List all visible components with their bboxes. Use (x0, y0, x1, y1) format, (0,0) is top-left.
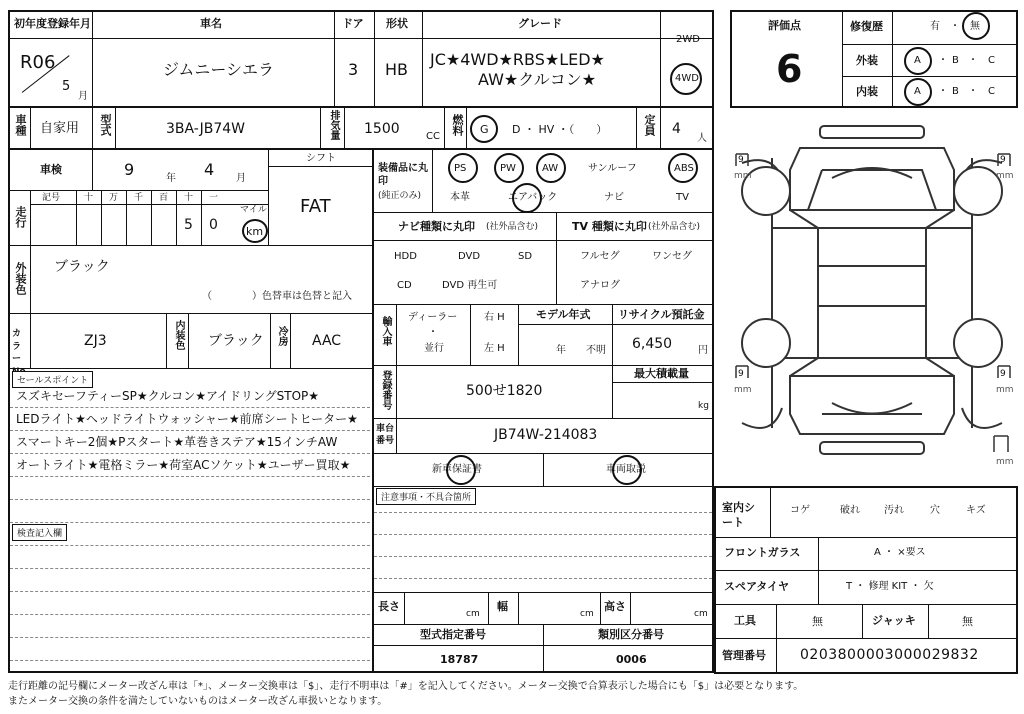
mile-label: マイル (240, 205, 267, 215)
mileage-digit-value: 5 (184, 217, 193, 233)
class-no: 0006 (616, 653, 647, 666)
equipment-item: PS (454, 163, 467, 174)
mileage-sub: 記号 (42, 193, 61, 203)
tread-rr-unit: mm (996, 385, 1014, 395)
interior-label: 内装 (856, 85, 878, 98)
glass-value: A ・ ×要ス (874, 547, 926, 558)
tread-rl-unit: mm (734, 385, 752, 395)
import-dealer: ディーラー (408, 312, 458, 323)
equipment-item: PW (500, 163, 516, 174)
drive-4wd: 4WD (675, 73, 699, 84)
color-label: 外装色 (14, 262, 27, 295)
tread-fr-unit: mm (996, 171, 1014, 181)
tread-fr: 9 (1000, 155, 1006, 165)
tread-fl: 9 (738, 155, 744, 165)
spare-label: スペアタイヤ (724, 580, 790, 593)
seat-item-ana: 穴 (930, 505, 940, 516)
registration: 500せ1820 (466, 383, 543, 399)
fuel-label: 燃料 (451, 114, 464, 136)
model-year-unit: 年 (556, 345, 566, 356)
interior-c: C (988, 86, 995, 97)
model-year-unknown: 不明 (586, 345, 606, 356)
chassis-label: 車台番号 (376, 424, 395, 446)
navi-dvd-play: DVD 再生可 (442, 280, 498, 291)
interior-a: A (914, 86, 921, 97)
seat-label: 室内シート (722, 501, 755, 530)
doors-label: ドア (342, 17, 364, 30)
spare-value: T ・ 修理 KIT ・ 欠 (846, 581, 934, 592)
equipment-item: AW (542, 163, 559, 174)
inspection-year: 9 (124, 160, 135, 179)
wheel-rear-left (742, 319, 790, 367)
dash-line (10, 637, 370, 638)
dash-line (374, 534, 712, 535)
grade-label: グレード (518, 17, 562, 30)
capacity-unit: 人 (697, 133, 707, 144)
length-label: 長さ (378, 600, 400, 613)
model-label: 型式 (99, 114, 112, 136)
interior-dot2: ・ (968, 86, 978, 97)
mileage-digit-header: 十 (184, 193, 194, 203)
displacement: 1500 (364, 121, 400, 137)
dash-line (10, 453, 370, 454)
score-label: 評価点 (768, 19, 801, 32)
height-cm: cm (694, 609, 708, 619)
tread-rr: 9 (1000, 369, 1006, 379)
exterior-b: B (952, 55, 959, 66)
car-diagram (722, 118, 1022, 478)
sales-line: オートライト★電格ミラー★荷室ACソケット★ユーザー買取★ (16, 458, 351, 472)
exterior-dot1: ・ (938, 55, 948, 66)
max-load-label: 最大積載量 (634, 367, 689, 380)
score-value: 6 (776, 47, 803, 91)
interior-dot1: ・ (938, 86, 948, 97)
model: 3BA-JB74W (166, 121, 246, 137)
main-form (8, 10, 714, 673)
admin-value: 0203800003000029832 (800, 647, 979, 663)
warranty: 新車保証書 (432, 464, 482, 475)
equipment-item: 本革 (450, 192, 470, 203)
tv-label: TV 種類に丸印 (572, 220, 647, 233)
import-label: 輸入車 (380, 316, 391, 346)
import-parallel: 並行 (424, 343, 444, 354)
front-section (790, 148, 954, 210)
inspection-month: 4 (204, 160, 215, 179)
color-code-label: カラー (12, 329, 22, 365)
rear-section (790, 376, 954, 434)
seat-item-kizu: キズ (966, 505, 986, 516)
equipment-item: ナビ (604, 192, 624, 203)
color-value: ブラック (54, 259, 110, 275)
sales-line: スズキセーフティーSP★クルコン★アイドリングSTOP★ (16, 389, 320, 403)
reg-year-label: 初年度登録年月 (14, 17, 91, 30)
mileage-digit-header: 百 (159, 193, 169, 203)
jack-value: 無 (962, 615, 973, 628)
dash-line (10, 430, 370, 431)
tv-fullseg: フルセグ (580, 251, 620, 262)
footer-line2: またメーター交換の条件を満たしていないものはメーター改ざん車扱いとなります。 (8, 696, 388, 707)
mileage-digit-header: 一 (209, 193, 219, 203)
exterior-a: A (914, 55, 921, 66)
navi-hdd: HDD (394, 251, 417, 262)
usage: 自家用 (40, 121, 80, 136)
length-cm: cm (466, 609, 480, 619)
tools-label: 工具 (734, 614, 756, 627)
inspection-label: 車検 (40, 163, 62, 176)
dash-line (10, 545, 370, 546)
km: km (246, 225, 264, 238)
interior-b: B (952, 86, 959, 97)
recycle-yen: 円 (698, 345, 708, 356)
mileage-label: 走行 (14, 206, 27, 228)
spare-unit: mm (996, 457, 1014, 467)
int-color-label: 内装色 (173, 320, 184, 350)
sales-line: スマートキー2個★Pスタート★革巻きステア★15インチAW (16, 435, 338, 449)
tv-analog: アナログ (580, 280, 620, 291)
navi-dvd: DVD (458, 251, 481, 262)
exterior-dot2: ・ (968, 55, 978, 66)
tv-sub: (社外品含む) (648, 222, 701, 232)
doors: 3 (348, 60, 359, 79)
import-left: 左 H (484, 343, 505, 354)
repair-label: 修復歴 (850, 20, 883, 33)
tread-fl-unit: mm (734, 171, 752, 181)
ac-value: AAC (312, 333, 342, 349)
dash-line (10, 407, 370, 408)
shape: HB (385, 60, 409, 79)
cc: CC (426, 131, 440, 142)
dash-line (10, 614, 370, 615)
equipment-sub: (純正のみ) (378, 191, 422, 201)
airbag-circle (512, 183, 542, 213)
grade-line1: JC★4WD★RBS★LED★ (430, 50, 605, 69)
import-right: 右 H (484, 312, 505, 323)
usage-label: 車種 (14, 114, 27, 136)
drive-2wd: 2WD (676, 34, 700, 45)
registration-label: 登録番号 (380, 370, 391, 410)
navi-sub: (社外品含む) (486, 222, 539, 232)
seat-item-koge: コゲ (790, 505, 810, 516)
front-bumper (820, 126, 924, 138)
dash-line (10, 499, 370, 500)
dash-line (10, 591, 370, 592)
dash-line (10, 568, 370, 569)
displacement-label: 排気量 (328, 110, 339, 140)
height-label: 高さ (604, 600, 626, 613)
navi-sd: SD (518, 251, 533, 262)
shift: FAT (300, 196, 331, 217)
color-note: （ ）色替車は色替と記入 (202, 291, 352, 302)
footer-line1: 走行距離の記号欄にメーター改ざん車は「*」、メーター交換車は「$」、走行不明車は「#」を記入してください。メーター交換で合算表示した場合にも「$」は必要となります。 (8, 681, 804, 692)
exterior-label: 外装 (856, 54, 878, 67)
class-no-label: 類別区分番号 (598, 628, 664, 641)
roof (818, 228, 926, 358)
equipment-label: 装備品に丸印 (378, 163, 428, 187)
import-dot: ・ (428, 327, 438, 338)
notes-label: 注意事項・不具合箇所 (376, 488, 476, 505)
capacity: 4 (672, 121, 681, 137)
reg-month-unit: 月 (78, 91, 88, 102)
max-load-kg: kg (698, 401, 709, 411)
repair-no: 無 (970, 21, 980, 32)
shape-label: 形状 (386, 17, 408, 30)
mileage-digit-header: 十 (84, 193, 94, 203)
admin-label: 管理番号 (722, 649, 766, 662)
wheel-front-right (954, 167, 1002, 215)
rear-bumper (820, 442, 924, 454)
reg-year: R06 (20, 52, 56, 73)
dash-line (374, 512, 712, 513)
type-no: 18787 (440, 653, 479, 666)
chassis: JB74W-214083 (494, 427, 598, 443)
wheel-rear-right (954, 319, 1002, 367)
equipment-item: TV (676, 192, 689, 203)
int-color: ブラック (208, 333, 264, 349)
width-label: 幅 (497, 600, 508, 613)
dash-line (374, 578, 712, 579)
equipment-item: サンルーフ (588, 163, 637, 174)
inspector-label: 検査記入欄 (12, 524, 67, 541)
navi-label: ナビ種類に丸印 (398, 220, 475, 233)
car-name-label: 車名 (200, 17, 222, 30)
jack-label: ジャッキ (872, 614, 916, 627)
mileage-digit-value: 0 (209, 217, 218, 233)
tools-value: 無 (812, 615, 823, 628)
mileage-digit-header: 万 (109, 193, 119, 203)
tread-rl: 9 (738, 369, 744, 379)
reg-month: 5 (62, 79, 71, 94)
inspection-month-unit: 月 (236, 173, 246, 184)
repair-dot: ・ (950, 21, 960, 32)
type-no-label: 型式指定番号 (420, 628, 486, 641)
manual: 車両取説 (606, 464, 646, 475)
navi-cd: CD (397, 280, 412, 291)
dash-line (374, 556, 712, 557)
mileage-digit-header: 千 (134, 193, 144, 203)
capacity-label: 定員 (643, 114, 656, 136)
seat-item-yabure: 破れ (840, 505, 860, 516)
tv-oneseg: ワンセグ (652, 251, 692, 262)
fuel-rest: D ・ HV ・（ ） (512, 123, 608, 136)
color-code: ZJ3 (84, 333, 107, 349)
dash-line (10, 660, 370, 661)
car-name: ジムニーシエラ (163, 60, 275, 79)
model-year-label: モデル年式 (536, 308, 591, 321)
inspection-year-unit: 年 (166, 173, 176, 184)
dash-line (10, 476, 370, 477)
dash-line (10, 522, 370, 523)
shift-label: シフト (306, 153, 336, 164)
recycle: 6,450 (632, 336, 673, 352)
equipment-item: ABS (674, 163, 694, 174)
equipment-item: エアバック (508, 192, 558, 203)
glass-label: フロントガラス (724, 546, 801, 559)
sales-line: LEDライト★ヘッドライトウォッシャー★前席シートヒーター★ (16, 412, 358, 426)
grade-line2: AW★クルコン★ (478, 70, 597, 89)
spare-bracket (992, 432, 1012, 456)
exterior-c: C (988, 55, 995, 66)
seat-item-yogore: 汚れ (884, 505, 904, 516)
sales-label: セールスポイント (12, 371, 93, 388)
recycle-label: リサイクル預託金 (618, 308, 705, 321)
width-cm: cm (580, 609, 594, 619)
repair-yes: 有 (930, 21, 940, 32)
ac-label: 冷房 (276, 326, 287, 346)
fuel-g: G (480, 123, 489, 136)
